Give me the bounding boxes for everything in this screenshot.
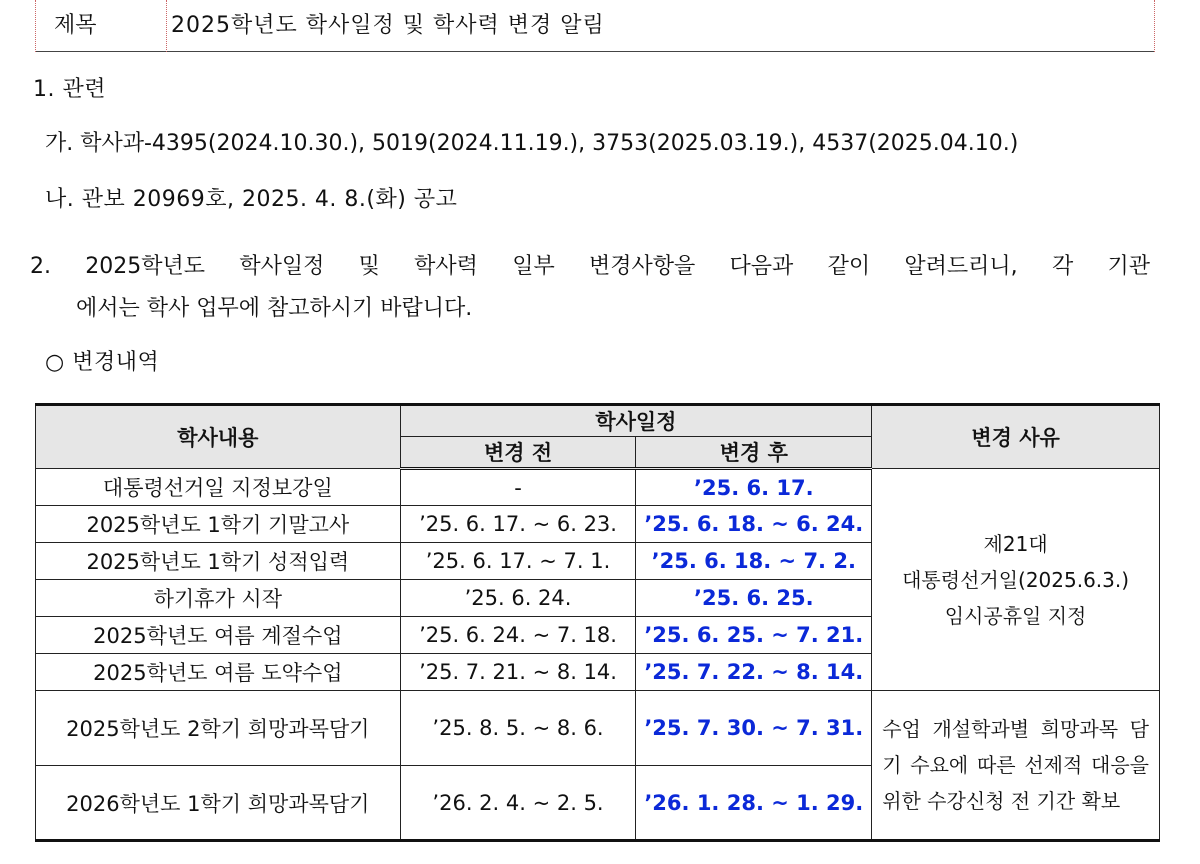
row-after: ’25. 7. 30. ~ 7. 31. <box>636 691 872 766</box>
col-header-schedule: 학사일정 <box>400 405 872 437</box>
word: 다음과 <box>729 254 794 279</box>
word: 같이 <box>827 254 871 279</box>
row-after: ’25. 6. 18. ~ 6. 24. <box>636 506 872 543</box>
reference-item-a: 가. 학사과-4395(2024.10.30.), 5019(2024.11.19.), 3753(2025.03.19.), 4537(2025.04.10.) <box>45 131 1019 156</box>
row-after: ’25. 6. 17. <box>636 469 872 506</box>
word: 각 <box>1051 254 1074 279</box>
col-header-content: 학사내용 <box>36 405 401 469</box>
row-before: ’25. 8. 5. ~ 8. 6. <box>400 691 636 766</box>
reason-course-basket: 수업 개설학과별 희망과목 담기 수요에 따른 선제적 대응을 위한 수강신청 전 기간 확보 <box>872 691 1160 841</box>
row-before: ’25. 6. 17. ~ 7. 1. <box>400 543 636 580</box>
row-before: ’25. 6. 24. <box>400 580 636 617</box>
row-after: ’26. 1. 28. ~ 1. 29. <box>636 766 872 841</box>
word: 학사력 <box>414 254 478 279</box>
row-after: ’25. 6. 25. <box>636 580 872 617</box>
row-before: - <box>400 469 636 506</box>
reason-line: 임시공휴일 지정 <box>944 603 1087 628</box>
row-content: 하기휴가 시작 <box>36 580 401 617</box>
word: 일부 <box>512 254 555 279</box>
row-after: ’25. 7. 22. ~ 8. 14. <box>636 654 872 691</box>
reason-line: 대통령선거일(2025.6.3.) <box>902 567 1130 592</box>
row-after: ’25. 6. 25. ~ 7. 21. <box>636 617 872 654</box>
row-content: 2025학년도 여름 계절수업 <box>36 617 401 654</box>
section2-paragraph <box>30 246 1150 330</box>
row-before: ’25. 6. 24. ~ 7. 18. <box>400 617 636 654</box>
row-before: ’26. 2. 4. ~ 2. 5. <box>400 766 636 841</box>
row-after: ’25. 6. 18. ~ 7. 2. <box>636 543 872 580</box>
row-content: 2025학년도 2학기 희망과목담기 <box>36 691 401 766</box>
document-title: 2025학년도 학사일정 및 학사력 변경 알림 <box>167 0 1155 52</box>
word: 및 <box>358 254 380 279</box>
change-table <box>35 403 1160 842</box>
section2-line1 <box>30 246 1150 288</box>
row-content: 2026학년도 1학기 희망과목담기 <box>36 766 401 841</box>
col-header-after: 변경 후 <box>636 437 872 469</box>
row-before: ’25. 7. 21. ~ 8. 14. <box>400 654 636 691</box>
row-content: 대통령선거일 지정보강일 <box>36 469 401 506</box>
col-header-reason: 변경 사유 <box>872 405 1160 469</box>
row-before: ’25. 6. 17. ~ 6. 23. <box>400 506 636 543</box>
word: 2. <box>30 254 51 279</box>
title-label: 제목 <box>35 0 167 52</box>
table-row <box>36 691 1160 766</box>
section2-line2: 에서는 학사 업무에 참고하시기 바랍니다. <box>76 296 473 321</box>
title-box <box>35 0 1155 52</box>
word: 학사일정 <box>239 254 325 279</box>
word: 알려드리니, <box>904 254 1018 279</box>
table-row <box>36 469 1160 506</box>
row-content: 2025학년도 1학기 성적입력 <box>36 543 401 580</box>
reason-line: 제21대 <box>983 531 1048 556</box>
reference-item-b: 나. 관보 20969호, 2025. 4. 8.(화) 공고 <box>45 187 458 212</box>
word: 기관 <box>1107 254 1150 279</box>
section1-heading: 1. 관련 <box>33 77 106 102</box>
word: 변경사항을 <box>589 254 696 279</box>
col-header-before: 변경 전 <box>400 437 636 469</box>
row-content: 2025학년도 1학기 기말고사 <box>36 506 401 543</box>
change-list-bullet: ○ 변경내역 <box>45 350 160 375</box>
reason-election <box>872 469 1160 691</box>
row-content: 2025학년도 여름 도약수업 <box>36 654 401 691</box>
word: 2025학년도 <box>85 254 206 279</box>
